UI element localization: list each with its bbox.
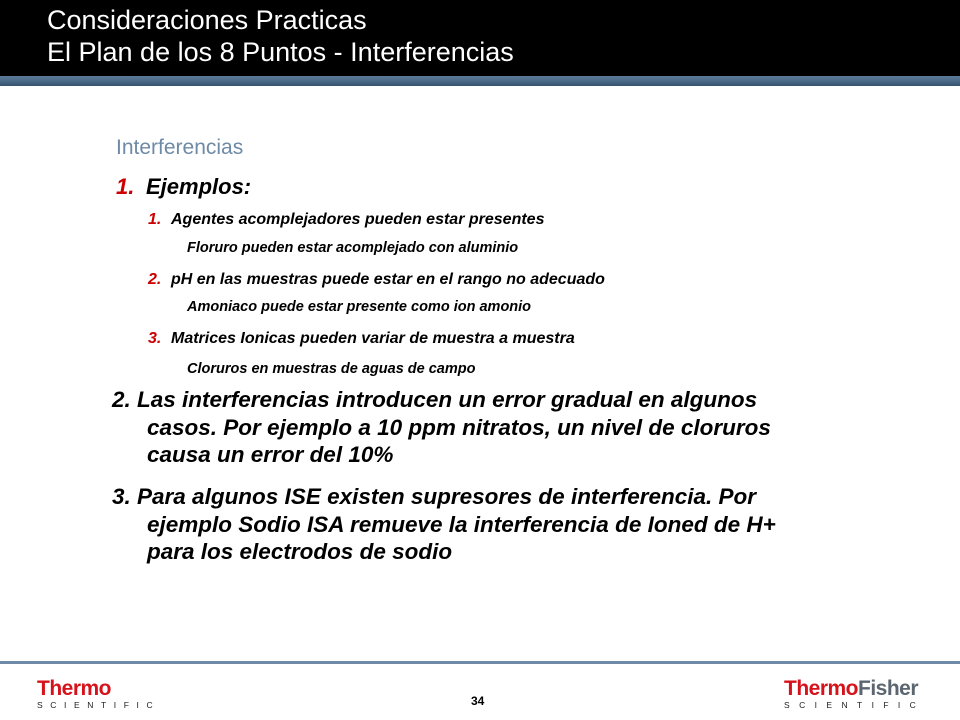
paragraph-line: 2. Las interferencias introducen un error gradual en algunos xyxy=(112,387,758,412)
sub-item-label: Matrices Ionicas pueden variar de muestra a muestra xyxy=(171,330,575,347)
logo-wordmark: Thermo xyxy=(37,677,112,700)
list-item-number: 1. xyxy=(116,174,135,199)
list-item-ejemplos xyxy=(116,174,251,200)
slide-header xyxy=(0,0,960,76)
header-divider xyxy=(0,76,960,86)
paragraph-3 xyxy=(112,483,912,566)
sub-item-number: 3. xyxy=(148,330,162,347)
sub-item-label: pH en las muestras puede estar en el rango no adecuado xyxy=(171,271,605,288)
logo-subtitle: SCIENTIFIC xyxy=(37,700,161,710)
slide-title-line-2: El Plan de los 8 Puntos - Interferencias xyxy=(47,37,514,67)
sub-item-2-note: Amoniaco puede estar presente como ion amonio xyxy=(187,299,532,315)
sub-item-3-note: Cloruros en muestras de aguas de campo xyxy=(187,361,476,377)
paragraph-2 xyxy=(112,386,912,469)
sub-item-1 xyxy=(148,211,544,229)
sub-item-2 xyxy=(148,271,605,289)
sub-item-1-note: Floruro pueden estar acomplejado con aluminio xyxy=(187,240,519,256)
paragraph-line: casos. Por ejemplo a 10 ppm nitratos, un nivel de cloruros xyxy=(147,414,771,440)
paragraph-line: 3. Para algunos ISE existen supresores de interferencia. Por xyxy=(112,484,757,509)
footer-divider xyxy=(0,661,960,664)
paragraph-line: para los electrodos de sodio xyxy=(147,539,453,564)
sub-item-3 xyxy=(148,330,575,348)
thermo-fisher-scientific-logo xyxy=(784,679,925,710)
paragraph-line: causa un error del 10% xyxy=(147,442,394,467)
sub-item-number: 2. xyxy=(148,271,162,288)
slide-title-line-1: Consideraciones Practicas xyxy=(47,5,367,35)
sub-item-number: 1. xyxy=(148,211,162,228)
thermo-scientific-logo xyxy=(37,679,160,710)
sub-item-label: Agentes acomplejadores pueden estar presentes xyxy=(171,211,545,228)
paragraph-line: ejemplo Sodio ISA remueve la interferencia de Ioned de H+ xyxy=(147,511,776,537)
logo-subtitle: SCIENTIFIC xyxy=(784,700,926,710)
logo-wordmark xyxy=(784,679,925,699)
section-heading: Interferencias xyxy=(116,136,244,159)
list-item-label: Ejemplos: xyxy=(146,174,252,199)
page-number: 34 xyxy=(471,694,485,708)
logo-wordmark-fisher: Fisher xyxy=(858,677,919,700)
logo-wordmark-thermo: Thermo xyxy=(784,677,859,700)
